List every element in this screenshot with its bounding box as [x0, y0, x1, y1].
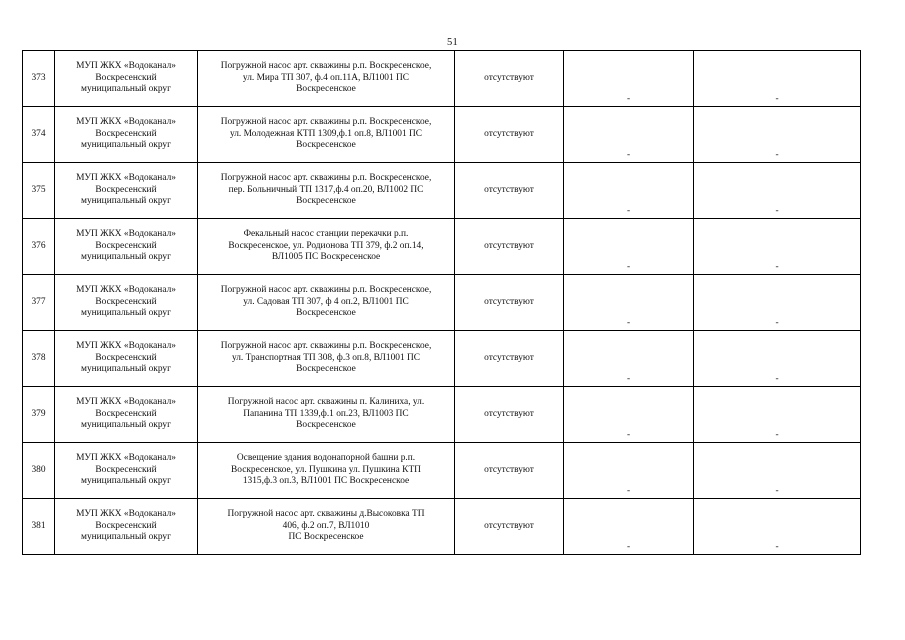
- organization-line: МУП ЖКХ «Водоканал»: [76, 453, 176, 464]
- object-line: 406, ф.2 оп.7, ВЛ1010: [282, 520, 370, 531]
- object-line: Погружной насос арт. скважины р.п. Воскресенское,: [220, 285, 432, 296]
- organization-cell: [55, 443, 198, 499]
- object-line: Воскресенское, ул. Родионова ТП 379, ф.2 оп.14,: [228, 240, 424, 251]
- status-cell: отсутствуют: [455, 387, 564, 443]
- status-cell: отсутствуют: [455, 275, 564, 331]
- organization-cell: [55, 163, 198, 219]
- value-cell-6: [694, 107, 861, 163]
- dash-value: -: [775, 542, 779, 553]
- organization-line: Воскресенский: [95, 240, 157, 251]
- organization-cell: [55, 275, 198, 331]
- object-line: Воскресенское: [296, 140, 356, 151]
- value-cell-6: [694, 331, 861, 387]
- row-number-cell: 375: [23, 163, 55, 219]
- dash-value: -: [626, 486, 631, 497]
- organization-line: Воскресенский: [95, 464, 157, 475]
- table-row: [23, 51, 861, 107]
- organization-line: Воскресенский: [95, 520, 157, 531]
- dash-value: -: [626, 430, 631, 441]
- organization-line: МУП ЖКХ «Водоканал»: [76, 229, 176, 240]
- dash-value: -: [775, 206, 779, 217]
- organization-line: МУП ЖКХ «Водоканал»: [76, 509, 176, 520]
- value-cell-6: [694, 443, 861, 499]
- value-cell-5: [564, 163, 694, 219]
- object-cell: [198, 387, 455, 443]
- organization-line: Воскресенский: [95, 72, 157, 83]
- object-line: Погружной насос арт. скважины р.п. Воскресенское,: [220, 61, 432, 72]
- row-number-cell: 373: [23, 51, 55, 107]
- value-cell-5: [564, 107, 694, 163]
- object-line: пер. Больничный ТП 1317,ф.4 оп.20, ВЛ1002 ПС: [228, 184, 424, 195]
- organization-line: МУП ЖКХ «Водоканал»: [76, 61, 176, 72]
- object-cell: [198, 275, 455, 331]
- dash-value: -: [626, 542, 631, 553]
- row-number-cell: 378: [23, 331, 55, 387]
- table-row: [23, 275, 861, 331]
- organization-line: МУП ЖКХ «Водоканал»: [76, 341, 176, 352]
- dash-value: -: [775, 486, 779, 497]
- organization-cell: [55, 331, 198, 387]
- row-number-cell: 374: [23, 107, 55, 163]
- object-line: ул. Транспортная ТП 308, ф.3 оп.8, ВЛ1001 ПС: [231, 352, 421, 363]
- object-cell: [198, 107, 455, 163]
- object-line: Воскресенское, ул. Пушкина ул. Пушкина КТП: [231, 464, 421, 475]
- value-cell-5: [564, 443, 694, 499]
- object-line: 1315,ф.3 оп.3, ВЛ1001 ПС Воскресенское: [242, 476, 410, 487]
- object-line: Освещение здания водонапорной башни р.п.: [236, 453, 416, 464]
- organization-cell: [55, 107, 198, 163]
- value-cell-5: [564, 499, 694, 555]
- dash-value: -: [775, 262, 779, 273]
- status-cell: отсутствуют: [455, 51, 564, 107]
- object-cell: [198, 219, 455, 275]
- organization-line: муниципальный округ: [81, 252, 171, 263]
- dash-value: -: [626, 262, 631, 273]
- status-cell: отсутствуют: [455, 219, 564, 275]
- table-row: [23, 499, 861, 555]
- object-line: Воскресенское: [296, 196, 356, 207]
- organization-line: МУП ЖКХ «Водоканал»: [76, 173, 176, 184]
- organization-line: муниципальный округ: [81, 84, 171, 95]
- dash-value: -: [775, 430, 779, 441]
- row-number-cell: 379: [23, 387, 55, 443]
- value-cell-5: [564, 331, 694, 387]
- table-row: [23, 443, 861, 499]
- dash-value: -: [775, 94, 779, 105]
- value-cell-6: [694, 219, 861, 275]
- object-cell: [198, 443, 455, 499]
- organization-line: муниципальный округ: [81, 196, 171, 207]
- row-number-cell: 380: [23, 443, 55, 499]
- organization-cell: [55, 387, 198, 443]
- row-number-cell: 376: [23, 219, 55, 275]
- status-cell: отсутствуют: [455, 331, 564, 387]
- value-cell-6: [694, 387, 861, 443]
- object-line: Воскресенское: [296, 308, 356, 319]
- organization-line: МУП ЖКХ «Водоканал»: [76, 397, 176, 408]
- organization-cell: [55, 499, 198, 555]
- organization-line: муниципальный округ: [81, 140, 171, 151]
- object-line: ул. Мира ТП 307, ф.4 оп.11А, ВЛ1001 ПС: [242, 72, 410, 83]
- object-cell: [198, 163, 455, 219]
- object-line: Папанина ТП 1339,ф.1 оп.23, ВЛ1003 ПС: [243, 408, 409, 419]
- object-line: ВЛ1005 ПС Воскресенское: [271, 252, 381, 263]
- object-line: Погружной насос арт. скважины р.п. Воскресенское,: [220, 173, 432, 184]
- value-cell-6: [694, 275, 861, 331]
- organization-cell: [55, 219, 198, 275]
- status-cell: отсутствуют: [455, 443, 564, 499]
- dash-value: -: [626, 150, 631, 161]
- dash-value: -: [626, 94, 631, 105]
- status-cell: отсутствуют: [455, 107, 564, 163]
- organization-line: Воскресенский: [95, 408, 157, 419]
- organization-line: МУП ЖКХ «Водоканал»: [76, 117, 176, 128]
- object-line: Воскресенское: [296, 420, 356, 431]
- organization-line: муниципальный округ: [81, 476, 171, 487]
- value-cell-5: [564, 387, 694, 443]
- object-cell: [198, 499, 455, 555]
- dash-value: -: [626, 374, 631, 385]
- table-row: [23, 107, 861, 163]
- organization-line: МУП ЖКХ «Водоканал»: [76, 285, 176, 296]
- row-number-cell: 377: [23, 275, 55, 331]
- organization-line: Воскресенский: [95, 184, 157, 195]
- organization-line: муниципальный округ: [81, 420, 171, 431]
- object-line: Воскресенское: [296, 364, 356, 375]
- table-row: [23, 387, 861, 443]
- value-cell-6: [694, 499, 861, 555]
- object-line: ул. Молодежная КТП 1309,ф.1 оп.8, ВЛ1001 ПС: [229, 128, 423, 139]
- object-line: Погружной насос арт. скважины д.Высоковка ТП: [227, 509, 425, 520]
- dash-value: -: [775, 318, 779, 329]
- dash-value: -: [775, 150, 779, 161]
- value-cell-6: [694, 163, 861, 219]
- row-number-cell: 381: [23, 499, 55, 555]
- organization-line: муниципальный округ: [81, 308, 171, 319]
- value-cell-5: [564, 275, 694, 331]
- value-cell-6: [694, 51, 861, 107]
- object-line: Погружной насос арт. скважины р.п. Воскресенское,: [220, 117, 432, 128]
- object-line: Погружной насос арт. скважины р.п. Воскресенское,: [220, 341, 432, 352]
- organization-line: Воскресенский: [95, 296, 157, 307]
- object-line: ул. Садовая ТП 307, ф 4 оп.2, ВЛ1001 ПС: [243, 296, 409, 307]
- object-line: Воскресенское: [296, 84, 356, 95]
- page-number: 51: [447, 37, 458, 48]
- object-line: Погружной насос арт. скважины п. Калиниха, ул.: [227, 397, 425, 408]
- value-cell-5: [564, 51, 694, 107]
- organization-line: Воскресенский: [95, 352, 157, 363]
- object-line: Фекальный насос станции перекачки р.п.: [243, 229, 409, 240]
- registry-table-body: [23, 51, 861, 555]
- table-row: [23, 219, 861, 275]
- status-cell: отсутствуют: [455, 163, 564, 219]
- table-row: [23, 331, 861, 387]
- object-cell: [198, 51, 455, 107]
- organization-line: Воскресенский: [95, 128, 157, 139]
- dash-value: -: [626, 318, 631, 329]
- dash-value: -: [775, 374, 779, 385]
- table-row: [23, 163, 861, 219]
- object-cell: [198, 331, 455, 387]
- object-line: ПС Воскресенское: [288, 532, 364, 543]
- status-cell: отсутствуют: [455, 499, 564, 555]
- registry-table: [22, 50, 861, 555]
- value-cell-5: [564, 219, 694, 275]
- organization-line: муниципальный округ: [81, 532, 171, 543]
- organization-line: муниципальный округ: [81, 364, 171, 375]
- organization-cell: [55, 51, 198, 107]
- dash-value: -: [626, 206, 631, 217]
